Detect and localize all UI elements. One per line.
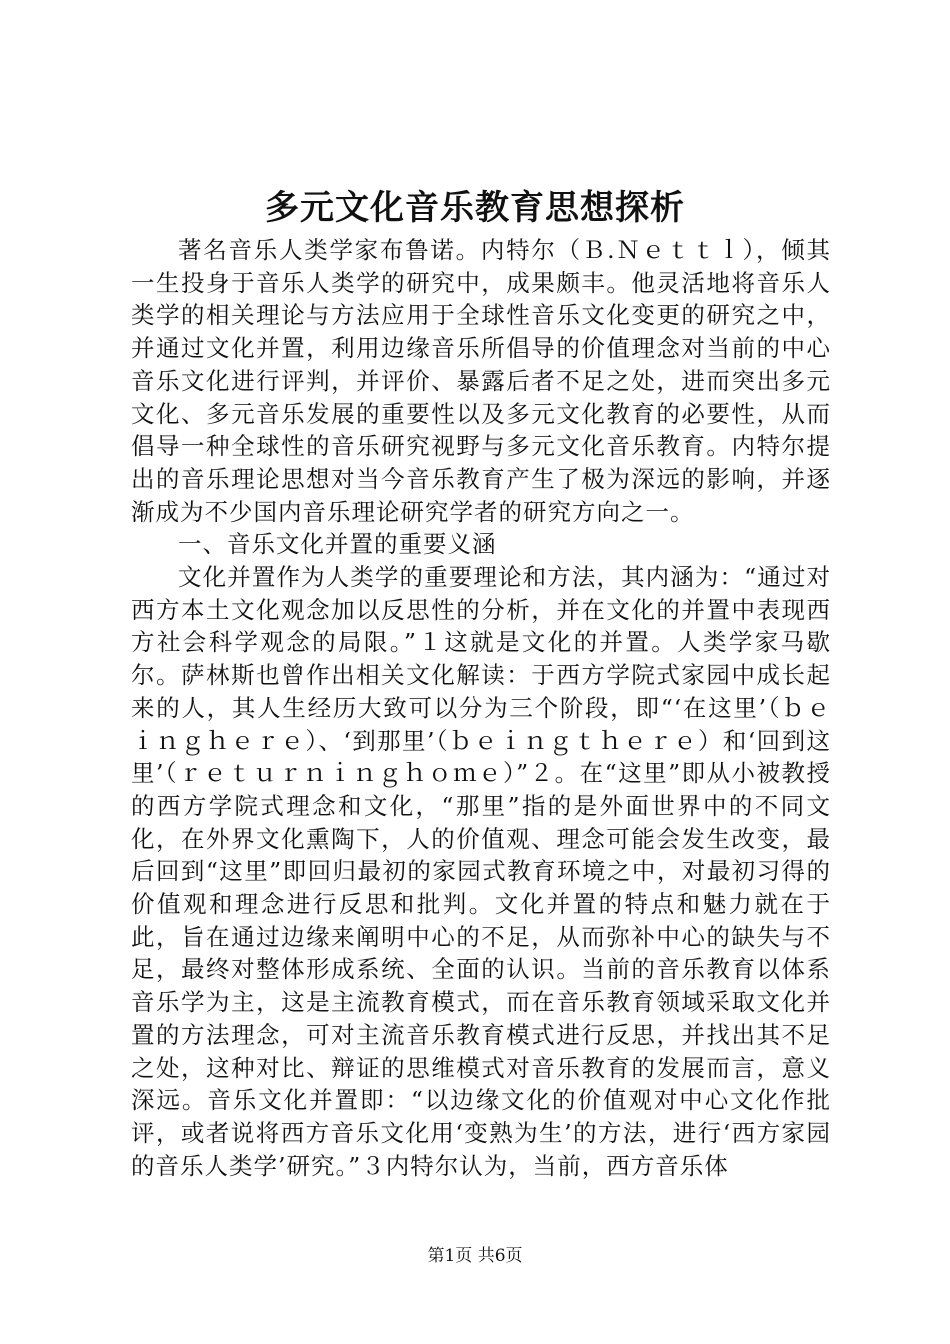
document-title: 多元文化音乐教育思想探析 [265,188,685,228]
paragraph-cultural-juxtaposition: 文化并置作为人类学的重要理论和方法，其内涵为：“通过对西方本土文化观念加以反思性的分析，并在文化的并置中表现西方社会科学观念的局限。”１这就是文化的并置。人类学家马歇尔。萨林斯也曾作出相关文化解读：于西方学院式家园中成长起来的人，其人生经历大致可以分为三个阶段，即“‘在这里’（ｂｅｉｎｇｈｅｒｅ）、‘到那里’（ｂｅｉｎｇｔｈｅｒｅ）和‘回到这里’（ｒｅｔｕｒｎｉｎｇｈｏｍｅ）”２。在“这里”即从小被教授的西方学院式理念和文化，“那里”指的是外面世界中的不同文化，在外界文化熏陶下，人的价值观、理念可能会发生改变，最后回到“这里”即回归最初的家园式教育环境之中，对最初习得的价值观和理念进行反思和批判。文化并置的特点和魅力就在于此，旨在通过边缘来阐明中心的不足，从而弥补中心的缺失与不足，最终对整体形成系统、全面的认识。当前的音乐教育以体系音乐学为主，这是主流教育模式，而在音乐教育领域采取文化并置的方法理念，可对主流音乐教育模式进行反思，并找出其不足之处，这种对比、辩证的思维模式对音乐教育的发展而言，意义深远。音乐文化并置即：“以边缘文化的价值观对中心文化作批评，或者说将西方音乐文化用‘变熟为生’的方法，进行‘西方家园的音乐人类学’研究。”３内特尔认为，当前，西方音乐体 [131,563,831,1180]
paragraph-intro: 著名音乐人类学家布鲁诺。内特尔（Ｂ.Ｎｅｔｔｌ），倾其一生投身于音乐人类学的研究中，成果颇丰。他灵活地将音乐人类学的相关理论与方法应用于全球性音乐文化变更的研究之中，并通过文化并置，利用边缘音乐所倡导的价值理念对当前的中心音乐文化进行评判，并评价、暴露后者不足之处，进而突出多元文化、多元音乐发展的重要性以及多元文化教育的必要性，从而倡导一种全球性的音乐研究视野与多元文化音乐教育。内特尔提出的音乐理论思想对当今音乐教育产生了极为深远的影响，并逐渐成为不少国内音乐理论研究学者的研究方向之一。 [131,236,831,526]
document-body [131,234,831,1182]
page-footer: 第1页 共6页 [427,1246,523,1266]
section-heading: 一、音乐文化并置的重要义涵 [178,530,497,559]
